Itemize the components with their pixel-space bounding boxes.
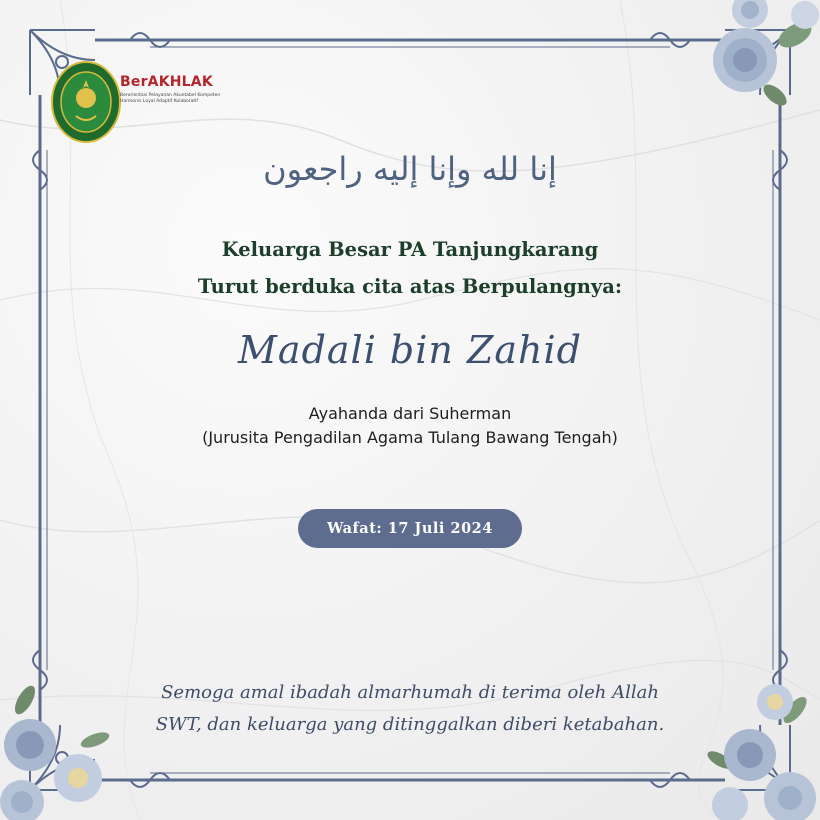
relation-line-1: Ayahanda dari Suherman <box>308 404 512 423</box>
prayer-line-1: Semoga amal ibadah almarhumah di terima oleh Allah <box>161 682 659 703</box>
berakhlak-logo-text: BerAKHLAK <box>120 74 213 90</box>
deceased-name: Madali bin Zahid <box>238 328 582 372</box>
heading-line-2: Turut berduka cita atas Berpulangnya: <box>197 275 623 298</box>
heading-line-1: Keluarga Besar PA Tanjungkarang <box>221 238 599 261</box>
flower-bouquet-top-right <box>700 0 820 120</box>
court-emblem-icon <box>50 60 122 144</box>
berakhlak-tagline: Berorientasi Pelayanan Akuntabel Kompeten Harmonis Loyal Adaptif Kolaboratif <box>120 93 221 104</box>
prayer-line-2: SWT, dan keluarga yang ditinggalkan diberi ketabahan. <box>155 714 665 735</box>
date-badge-label: Wafat: 17 Juli 2024 <box>327 520 493 537</box>
relation-line-2: (Jurusita Pengadilan Agama Tulang Bawang Tengah) <box>202 428 618 447</box>
logo-block <box>50 60 230 144</box>
arabic-calligraphy: إنا لله وإنا إليه راجعون <box>263 150 557 188</box>
date-badge <box>298 509 522 548</box>
